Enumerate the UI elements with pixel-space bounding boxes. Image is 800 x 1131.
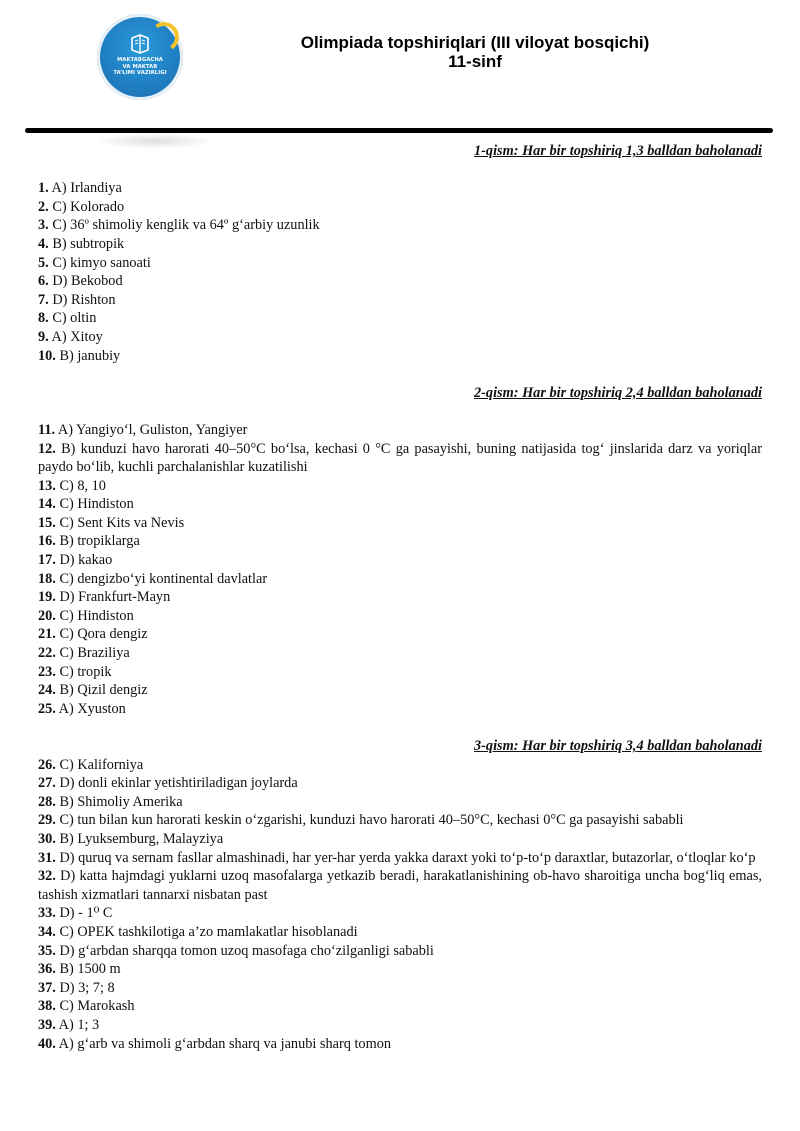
item-text: A) Xyuston: [58, 700, 126, 717]
logo-arc-decoration: [147, 20, 182, 55]
item-number: 19.: [38, 589, 56, 606]
item-text: D) quruq va sernam fasllar almashinadi, har yer-har yerda yakka daraxt yoki to‘p-to‘p daraxtlar, butazorlar, o‘tloqlar ko‘p: [59, 849, 756, 866]
answer-item: [38, 551, 762, 570]
item-text: B) Qizil dengiz: [59, 682, 148, 699]
item-number: 27.: [38, 775, 56, 792]
answer-item: [38, 607, 762, 626]
item-text: C) 36º shimoliy kenglik va 64º g‘arbiy uzunlik: [52, 217, 320, 234]
item-number: 23.: [38, 663, 56, 680]
answer-item: [38, 923, 762, 942]
answer-item: [38, 904, 762, 923]
answer-item: [38, 960, 762, 979]
answer-item: [38, 663, 762, 682]
answer-item: [38, 421, 762, 440]
item-text: C) Sent Kits va Nevis: [59, 514, 185, 531]
item-text: B) Shimoliy Amerika: [59, 793, 183, 810]
item-number: 12.: [38, 440, 56, 457]
item-text: B) 1500 m: [59, 961, 121, 978]
section-heading: 2-qism: Har bir topshiriq 2,4 balldan baholanadi: [474, 384, 762, 401]
item-text: B) subtropik: [52, 235, 125, 252]
section-part-2: [38, 384, 762, 719]
item-number: 7.: [38, 291, 49, 308]
section-part-3: [38, 737, 762, 1053]
section-heading: 3-qism: Har bir topshiriq 3,4 balldan baholanadi: [474, 738, 762, 754]
item-number: 5.: [38, 254, 49, 271]
answer-item: [38, 1016, 762, 1035]
item-number: 30.: [38, 830, 56, 847]
item-text: C) Hindiston: [59, 496, 134, 513]
item-number: 26.: [38, 756, 56, 773]
item-text: C) Kaliforniya: [59, 756, 144, 773]
item-number: 13.: [38, 477, 56, 494]
answer-item: [38, 1035, 762, 1054]
item-number: 9.: [38, 328, 49, 345]
item-number: 18.: [38, 570, 56, 587]
answer-item: [38, 867, 762, 904]
item-number: 2.: [38, 198, 49, 215]
answer-item: [38, 328, 762, 347]
answer-item: [38, 272, 762, 291]
item-number: 22.: [38, 645, 56, 662]
item-text: C) kimyo sanoati: [52, 254, 151, 271]
item-number: 21.: [38, 626, 56, 643]
answer-item: [38, 495, 762, 514]
item-number: 25.: [38, 700, 56, 717]
item-number: 33.: [38, 905, 56, 922]
answer-item: [38, 644, 762, 663]
item-number: 36.: [38, 961, 56, 978]
answer-item: [38, 849, 762, 868]
item-text: B) kunduzi havo harorati 40–50°C bo‘lsa, kechasi 0 °C ga pasayishi, buning natijasida tog‘ jinslarida darz va yoriqlar paydo bo‘lib, kuchli parchalanishlar kuzatilishi: [38, 440, 762, 476]
item-number: 8.: [38, 310, 49, 327]
item-text: C) dengizbo‘yi kontinental davlatlar: [59, 570, 268, 587]
answer-item: [38, 997, 762, 1016]
item-number: 16.: [38, 533, 56, 550]
item-text: D) kakao: [59, 552, 113, 569]
item-number: 39.: [38, 1016, 56, 1033]
item-number: 14.: [38, 496, 56, 513]
answer-item: [38, 514, 762, 533]
item-text: C) Qora dengiz: [59, 626, 148, 643]
item-text: C) Braziliya: [59, 645, 130, 662]
answer-item: [38, 681, 762, 700]
item-number: 29.: [38, 812, 56, 829]
answer-item: [38, 811, 762, 830]
item-number: 3.: [38, 217, 49, 234]
answer-item: [38, 440, 762, 477]
item-number: 34.: [38, 923, 56, 940]
item-text: C) Marokash: [59, 998, 135, 1015]
book-emblem-icon: [129, 32, 151, 54]
item-number: 17.: [38, 552, 56, 569]
answer-item: [38, 254, 762, 273]
item-number: 20.: [38, 607, 56, 624]
answer-item: [38, 588, 762, 607]
item-text: C) oltin: [52, 310, 97, 327]
answer-item: [38, 942, 762, 961]
item-text: C) 8, 10: [59, 477, 106, 494]
item-text: B) Lyuksemburg, Malayziya: [59, 830, 224, 847]
answer-item: [38, 477, 762, 496]
answer-item: [38, 235, 762, 254]
item-number: 4.: [38, 235, 49, 252]
item-number: 1.: [38, 180, 49, 197]
item-text: B) janubiy: [59, 347, 121, 364]
answer-key: [38, 142, 762, 1053]
item-number: 37.: [38, 979, 56, 996]
answer-item: [38, 570, 762, 589]
item-text: D) Rishton: [52, 291, 116, 308]
answer-item: [38, 756, 762, 775]
answer-item: [38, 198, 762, 217]
item-text: D) g‘arbdan sharqqa tomon uzoq masofaga cho‘zilganligi sababli: [59, 942, 434, 959]
item-text: D) - 1⁰ C: [59, 905, 113, 922]
item-number: 31.: [38, 849, 56, 866]
answer-item: [38, 347, 762, 366]
item-number: 15.: [38, 514, 56, 531]
item-text: D) donli ekinlar yetishtiriladigan joylarda: [59, 775, 298, 792]
item-text: A) 1; 3: [58, 1016, 100, 1033]
answer-item: [38, 830, 762, 849]
item-text: A) Yangiyo‘l, Guliston, Yangiyer: [57, 421, 248, 438]
section-part-1: [38, 142, 762, 365]
answer-item: [38, 309, 762, 328]
answer-item: [38, 793, 762, 812]
answer-item: [38, 700, 762, 719]
answer-item: [38, 291, 762, 310]
grade-label: 11-sinf: [448, 52, 502, 71]
item-number: 38.: [38, 998, 56, 1015]
item-text: C) tropik: [59, 663, 112, 680]
answer-item: [38, 979, 762, 998]
item-number: 24.: [38, 682, 56, 699]
item-text: A) g‘arb va shimoli g‘arbdan sharq va janubi sharq tomon: [58, 1035, 391, 1052]
logo-text: MAKTABGACHA VA MAKTAB TA’LIMI VAZIRLIGI: [113, 57, 167, 77]
item-number: 6.: [38, 273, 49, 290]
item-text: D) 3; 7; 8: [59, 979, 115, 996]
item-text: C) tun bilan kun harorati keskin o‘zgarishi, kunduzi havo harorati 40–50°C, kechasi 0°C ga pasayishi sababli: [59, 812, 684, 829]
item-text: A) Xitoy: [51, 328, 103, 345]
answer-item: [38, 774, 762, 793]
ministry-logo: [97, 14, 183, 100]
item-text: A) Irlandiya: [51, 180, 122, 197]
section-heading: 1-qism: Har bir topshiriq 1,3 balldan baholanadi: [474, 143, 762, 159]
item-number: 35.: [38, 942, 56, 959]
item-text: D) Frankfurt-Mayn: [59, 589, 171, 606]
item-text: B) tropiklarga: [59, 533, 140, 550]
item-number: 28.: [38, 793, 56, 810]
item-number: 10.: [38, 347, 56, 364]
item-number: 32.: [38, 868, 56, 885]
item-text: C) OPEK tashkilotiga a’zo mamlakatlar hisoblanadi: [59, 923, 358, 940]
answer-item: [38, 179, 762, 198]
item-number: 40.: [38, 1035, 56, 1052]
document-title: Olimpiada topshiriqlari (III viloyat bosqichi): [300, 33, 650, 52]
item-number: 11.: [38, 421, 56, 438]
item-text: D) Bekobod: [52, 273, 123, 290]
answer-item: [38, 625, 762, 644]
answer-item: [38, 532, 762, 551]
item-text: C) Kolorado: [52, 198, 125, 215]
item-text: C) Hindiston: [59, 607, 134, 624]
item-text: D) katta hajmdagi yuklarni uzoq masofalarga yetkazib beradi, harakatlanishining ob-havo sharoitiga uncha bog‘liq emas, tashish xizmatlari tannarxi nisbatan past: [38, 868, 762, 903]
answer-item: [38, 216, 762, 235]
